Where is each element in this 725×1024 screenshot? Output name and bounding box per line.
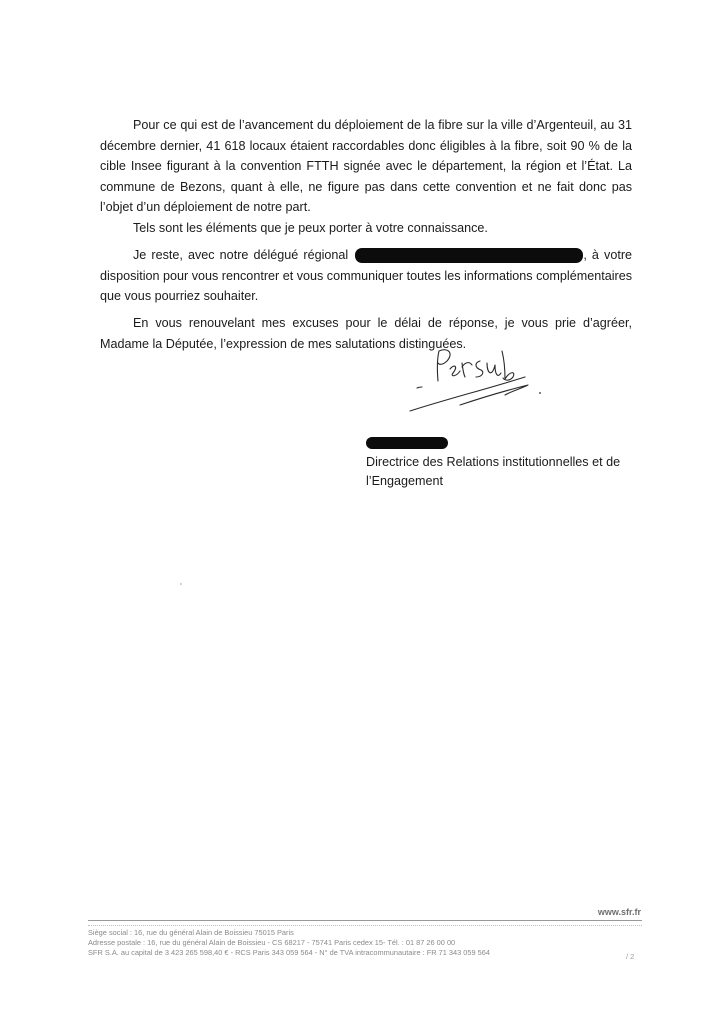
footer-legal-info: SFR S.A. au capital de 3 423 265 598,40 € - RCS Paris 343 059 564 - N° de TVA intracommunautaire : FR 71 343 059 564 [88, 948, 491, 957]
redacted-signer-name [366, 437, 448, 449]
footer-postal-address: Adresse postale : 16, rue du général Alain de Boissieu - CS 68217 - 75741 Paris cedex 15- Tél. : 01 87 26 00 00 [88, 938, 456, 947]
handwritten-signature [392, 345, 552, 425]
paragraph-fiber-deployment [100, 115, 632, 218]
paragraph-3-end: , à votre disposition pour vous rencontrer et vous communiquer toutes les informations complémentaires que vous pourriez souhaiter. [100, 248, 633, 303]
paragraph-3-start: Je reste, avec notre délégué régional [133, 248, 349, 262]
paragraph-2-text: Tels sont les éléments que je peux porter à votre connaissance. [133, 221, 488, 235]
paragraph-3-text [100, 245, 632, 307]
paragraph-1-text: Pour ce qui est de l’avancement du déploiement de la fibre sur la ville d’Argenteuil, au 31 décembre dernier, 41 618 locaux étaient raccordables donc éligibles à la fibre, soit 90 % de la cible Insee figurant à la convention FTTH signée avec le département, la région et l’État. La commune de Bezons, quant à elle, ne figure pas dans cette convention et ne fait donc pas l’objet d’un déploiement de notre part. [100, 118, 632, 214]
paragraph-4-text: En vous renouvelant mes excuses pour le délai de réponse, je vous prie d’agréer, Madame la Députée, l’expression de mes salutations distinguées. [100, 316, 632, 351]
page-number: / 2 [626, 952, 635, 961]
paragraph-information [100, 218, 632, 239]
signer-title: Directrice des Relations institutionnelles et de l’Engagement [366, 455, 621, 488]
redacted-delegate-name [355, 248, 583, 263]
paragraph-availability [100, 245, 632, 307]
footer-head-office: Siège social : 16, rue du général Alain de Boissieu 75015 Paris [88, 928, 294, 937]
scan-speck [180, 583, 182, 585]
company-footer [88, 928, 648, 958]
footer-divider [88, 920, 642, 921]
signer-block [366, 437, 636, 491]
paragraph-closing [100, 313, 632, 354]
website-link[interactable]: www.sfr.fr [597, 907, 641, 917]
footer-divider-dotted [88, 925, 642, 926]
